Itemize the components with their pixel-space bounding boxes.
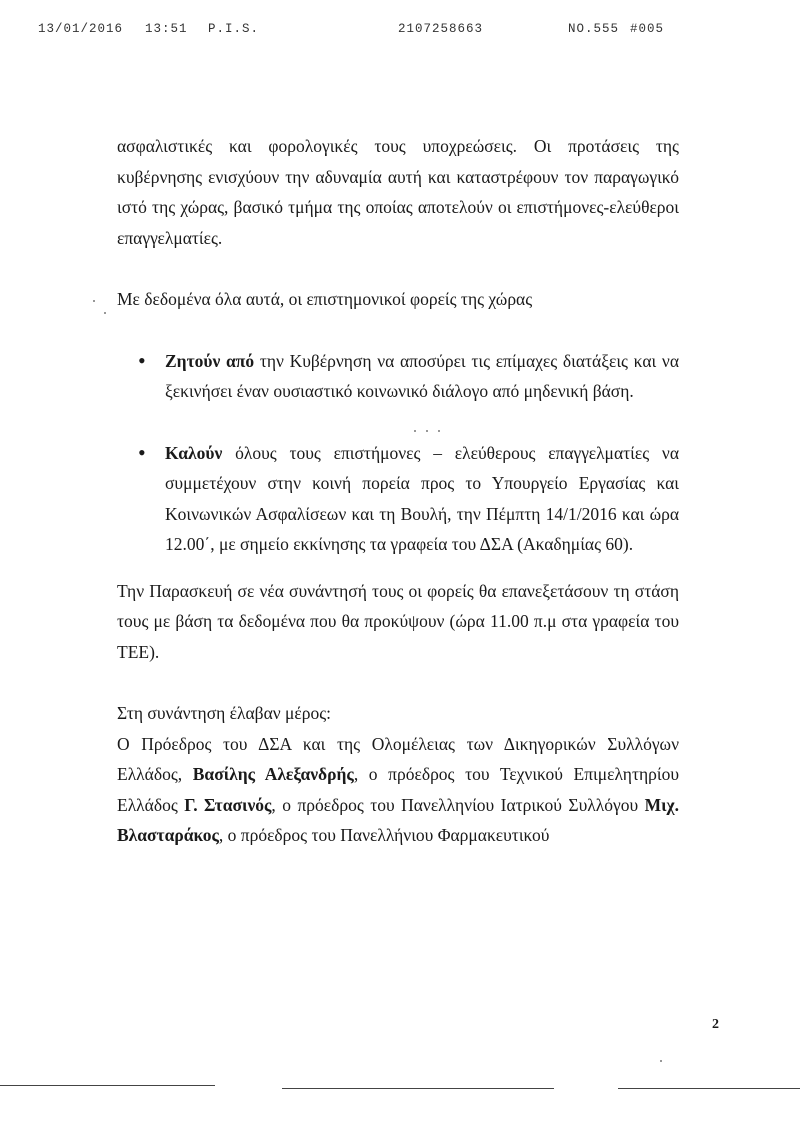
p5-name-stasinos: Γ. Στασινός	[184, 794, 272, 815]
scan-speck	[104, 312, 106, 314]
scan-line-middle	[282, 1088, 554, 1089]
p5-text-c: , ο πρόεδρος του Τεχνικού Επιμελητηρίου Ελλάδος	[117, 764, 679, 815]
p5-name-vlastarakos: Μιχ. Βλασταράκος	[117, 794, 679, 845]
page-number: 2	[712, 1017, 719, 1032]
scan-line-left	[0, 1085, 215, 1086]
paragraph-5	[117, 729, 679, 851]
paragraph-4: Στη συνάντηση έλαβαν μέρος:	[117, 703, 332, 723]
bullet-2-bold: Καλούν	[165, 442, 223, 463]
scan-speck	[93, 300, 95, 302]
bullet-2-text: όλους τους επιστήμονες – ελεύθερους επαγγελματίες να συμμετέχουν στην κοινή πορεία προς το Υπουργείο Εργασίας και Κοινωνικών Ασφαλίσεων και τη Βουλή, την Πέμπτη 14/1/2016 και ώρα 12.00΄, με σημείο εκκίνησης τα γραφεία του ΔΣΑ (Ακαδημίας 60).	[165, 442, 679, 554]
p5-text-e: , ο πρόεδρος του Πανελληνίου Ιατρικού Συλλόγου	[271, 794, 645, 815]
list-item	[138, 346, 679, 407]
p5-text-a: Ο Πρόεδρος του ΔΣΑ και της Ολομέλειας των Δικηγορικών Συλλόγων Ελλάδος,	[117, 733, 679, 784]
fax-date: 13/01/2016	[38, 22, 124, 36]
scan-speck	[660, 1060, 662, 1062]
bullet-1-text: την Κυβέρνηση να αποσύρει τις επίμαχες διατάξεις και να ξεκινήσει έναν ουσιαστικό κοινωνικό διάλογο από μηδενική βάση.	[165, 350, 679, 401]
p5-name-alexandris: Βασίλης Αλεξανδρής	[192, 764, 354, 784]
demands-list	[117, 346, 679, 560]
fax-header	[0, 22, 800, 42]
fax-number: NO.555	[568, 22, 620, 36]
scan-speck	[438, 430, 440, 432]
paragraph-3: Την Παρασκευή σε νέα συνάντησή τους οι φορείς θα επανεξετάσουν τη στάση τους με βάση τα δεδομένα που θα προκύψουν (ώρα 11.00 π.μ στα γραφεία του ΤΕΕ).	[117, 580, 679, 662]
document-body	[117, 131, 679, 851]
scan-line-right	[618, 1088, 800, 1089]
fax-page: #005	[630, 22, 665, 36]
paragraph-1: ασφαλιστικές και φορολογικές τους υποχρεώσεις. Οι προτάσεις της κυβέρνησης ενισχύουν την αδυναμία αυτή και καταστρέφουν τον παραγωγικό ιστό της χώρας, βασικό τμήμα της οποίας αποτελούν οι επιστήμονες-ελεύθεροι επαγγελματίες.	[117, 136, 679, 248]
p5-text-g: , ο πρόεδρος του Πανελλήνιου Φαρμακευτικού	[218, 825, 550, 845]
fax-phone: 2107258663	[398, 22, 484, 36]
fax-sender: P.I.S.	[208, 22, 260, 36]
bullet-1-bold: Ζητούν από	[165, 350, 255, 371]
bullet-icon: •	[138, 439, 146, 465]
bullet-icon: •	[138, 347, 146, 373]
paragraph-2: Με δεδομένα όλα αυτά, οι επιστημονικοί φορείς της χώρας	[117, 289, 533, 309]
list-item	[138, 438, 679, 560]
scan-speck	[414, 430, 416, 432]
fax-time: 13:51	[145, 22, 188, 36]
scan-speck	[426, 430, 428, 432]
